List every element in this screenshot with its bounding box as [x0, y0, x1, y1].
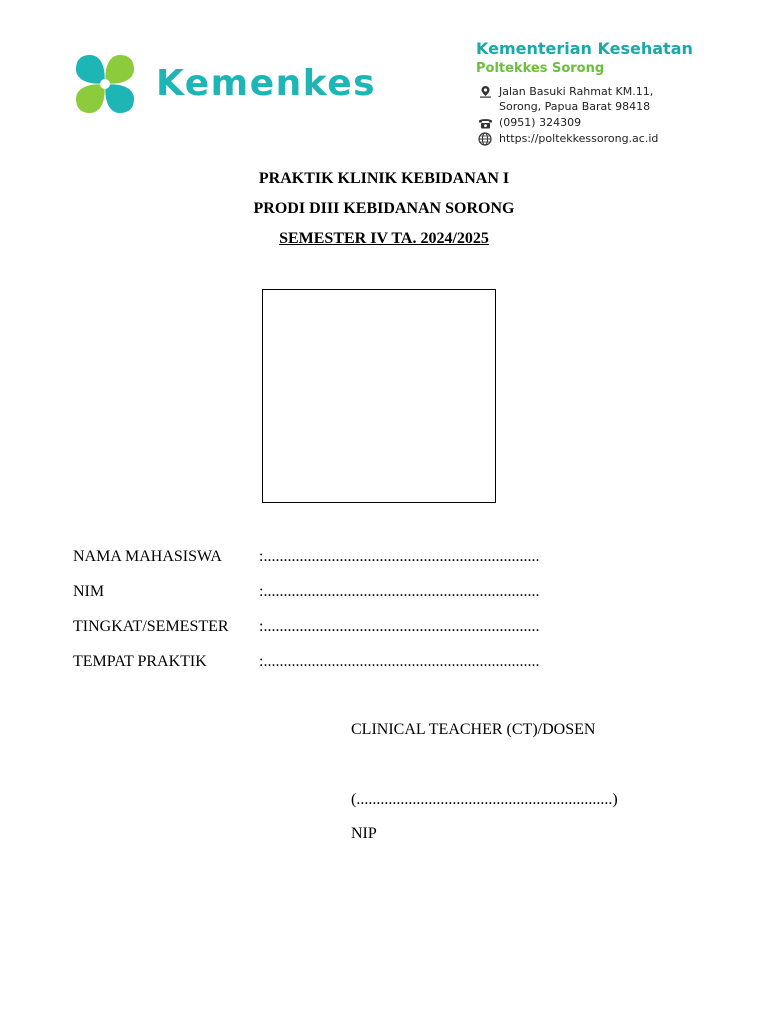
org-name: Kementerian Kesehatan [476, 39, 693, 58]
institution-info [476, 38, 693, 146]
kemenkes-logo [72, 50, 376, 118]
title-line-2: PRODI DIII KEBIDANAN SORONG [253, 200, 515, 217]
title-line-1: PRAKTIK KLINIK KEBIDANAN I [258, 170, 510, 187]
field-value: :..................................................................... [259, 618, 540, 635]
signature-role: CLINICAL TEACHER (CT)/DOSEN [351, 721, 596, 738]
field-label: NIM [73, 583, 105, 600]
address-line-1: Jalan Basuki Rahmat KM.11, [499, 85, 654, 98]
globe-icon [476, 131, 494, 146]
field-row-nama [73, 543, 539, 578]
field-value: :..................................................................... [259, 653, 540, 670]
document-title [0, 164, 768, 254]
title-line-3: SEMESTER IV TA. 2024/2025 [279, 230, 489, 247]
field-value: :..................................................................... [259, 548, 540, 565]
photo-placeholder-box [262, 289, 496, 503]
field-label: TEMPAT PRAKTIK [73, 653, 207, 670]
address [476, 84, 693, 114]
signature-nip-label: NIP [351, 825, 377, 842]
phone-number: (0951) 324309 [499, 116, 582, 129]
field-label: NAMA MAHASISWA [73, 548, 222, 565]
field-value: :..................................................................... [259, 583, 540, 600]
org-subname: Poltekkes Sorong [476, 61, 605, 76]
address-line-2: Sorong, Papua Barat 98418 [499, 100, 651, 113]
field-label: TINGKAT/SEMESTER [73, 618, 229, 635]
signature-block [351, 716, 618, 848]
field-row-tingkat [73, 613, 539, 648]
website-url: https://poltekkessorong.ac.id [499, 132, 659, 145]
brand-name: Kemenkes [156, 63, 377, 104]
location-icon [476, 84, 494, 99]
student-info-fields [73, 543, 539, 683]
phone [476, 115, 693, 130]
field-row-tempat [73, 648, 539, 683]
field-row-nim [73, 578, 539, 613]
kemenkes-emblem-icon [72, 51, 138, 117]
website [476, 131, 693, 146]
signature-name-line: (................................................................) [351, 791, 618, 808]
phone-icon [476, 115, 494, 130]
